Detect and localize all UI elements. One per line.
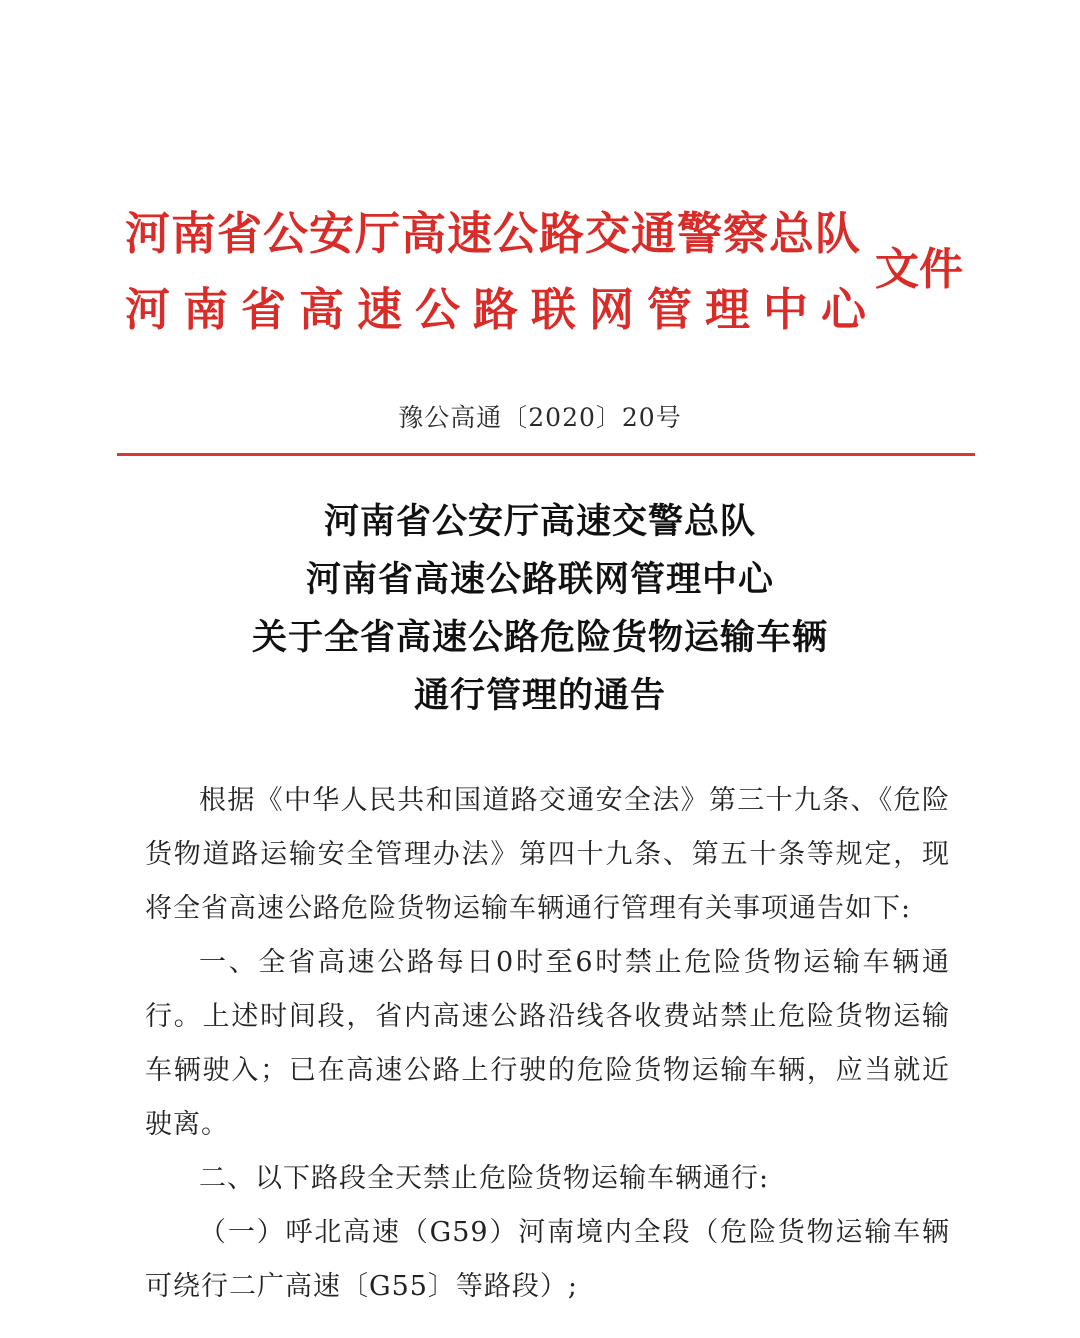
document-number: 豫公高通〔2020〕20号 [398, 403, 682, 432]
body-paragraph-item-1: 一、全省高速公路每日0时至6时禁止危险货物运输车辆通行。上述时间段，省内高速公路沿线各收费站禁止危险货物运输车辆驶入；已在高速公路上行驶的危险货物运输车辆，应当就近驶离。 [145, 947, 950, 1140]
body-paragraph-subitem-1: （一）呼北高速（G59）河南境内全段（危险货物运输车辆可绕行二广高速〔G55〕等路段）; [145, 1217, 950, 1302]
title-line: 关于全省高速公路危险货物运输车辆 [251, 617, 828, 658]
document-label: 文件 [875, 244, 963, 295]
title-line: 河南省公安厅高速交警总队 [323, 501, 756, 542]
title-line: 河南省高速公路联网管理中心 [305, 559, 774, 600]
body-paragraph-preamble: 根据《中华人民共和国道路交通安全法》第三十九条、《危险货物道路运输安全管理办法》第四十九条、第五十条等规定，现将全省高速公路危险货物运输车辆通行管理有关事项通告如下: [145, 785, 950, 924]
notice-title [0, 493, 1080, 725]
red-divider-line [117, 453, 975, 456]
notice-body [145, 774, 950, 1314]
issuer-line-2: 河南省高速公路联网管理中心 [125, 283, 880, 336]
issuer-line-1: 河南省公安厅高速公路交通警察总队 [125, 207, 862, 260]
title-line: 通行管理的通告 [413, 675, 666, 716]
document-header [0, 0, 1080, 340]
body-paragraph-item-2: 二、以下路段全天禁止危险货物运输车辆通行: [199, 1163, 770, 1194]
